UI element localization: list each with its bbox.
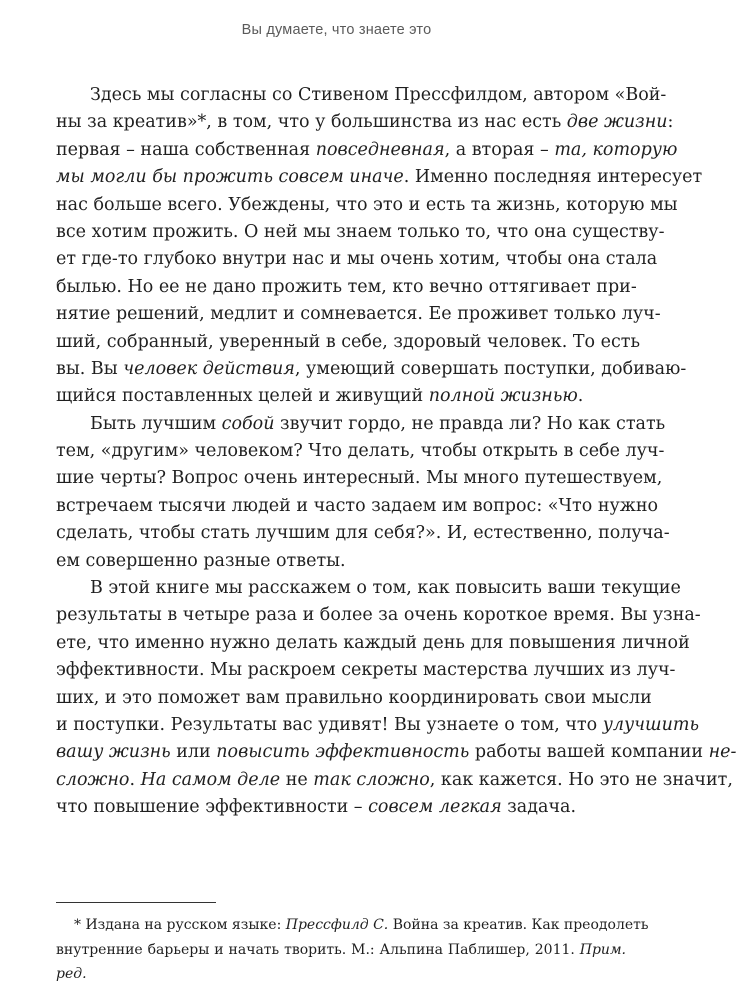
text-line: ны за креатив»*, в том, что у большинства из нас есть две жизни: bbox=[56, 112, 674, 133]
text-line: и поступки. Результаты вас удивят! Вы узнаете о том, что улучшить bbox=[56, 714, 700, 735]
text-line: ший, собранный, уверенный в себе, здоровый человек. То есть bbox=[56, 331, 641, 352]
text-line: нятие решений, медлит и сомневается. Ее проживет только луч- bbox=[56, 304, 661, 325]
text-line: ших, и это поможет вам правильно координировать свои мысли bbox=[56, 687, 652, 708]
text-line: вы. Вы человек действия, умеющий совершать поступки, добиваю- bbox=[56, 358, 687, 379]
footnote-divider bbox=[56, 902, 216, 903]
footnote bbox=[56, 913, 649, 987]
text-line: ете, что именно нужно делать каждый день для повышения личной bbox=[56, 632, 690, 653]
text-line: результаты в четыре раза и более за очень короткое время. Вы узна- bbox=[56, 605, 701, 626]
text-line: В этой книге мы расскажем о том, как повысить ваши текущие bbox=[90, 578, 681, 599]
footnote-line: внутренние барьеры и начать творить. М.: Альпина Паблишер, 2011. Прим. bbox=[56, 941, 626, 958]
text-line: что повышение эффективности – совсем легкая задача. bbox=[56, 797, 577, 818]
footnote-line: ред. bbox=[56, 966, 87, 982]
text-line: Быть лучшим собой звучит гордо, не правда ли? Но как стать bbox=[90, 413, 666, 434]
text-line: тем, «другим» человеком? Что делать, чтобы открыть в себе луч- bbox=[56, 441, 665, 462]
footnote-line: * Издана на русском языке: Прессфилд С. Война за креатив. Как преодолеть bbox=[74, 917, 649, 933]
text-line: встречаем тысячи людей и часто задаем им вопрос: «Что нужно bbox=[56, 495, 659, 516]
text-line: былью. Но ее не дано прожить тем, кто вечно оттягивает при- bbox=[56, 276, 637, 297]
text-line: вашу жизнь или повысить эффективность работы вашей компании не- bbox=[56, 742, 736, 763]
text-line: мы могли бы прожить совсем иначе. Именно последняя интересует bbox=[56, 167, 703, 188]
body-text bbox=[56, 82, 736, 822]
running-header: Вы думаете, что знаете это bbox=[241, 22, 432, 38]
text-line: Здесь мы согласны со Стивеном Прессфилдом, автором «Вой- bbox=[90, 85, 667, 105]
text-line: сделать, чтобы стать лучшим для себя?». И, естественно, получа- bbox=[56, 523, 670, 544]
text-line: ет где-то глубоко внутри нас и мы очень хотим, чтобы она стала bbox=[56, 249, 658, 270]
text-line: сложно. На самом деле не так сложно, как кажется. Но это не значит, bbox=[56, 769, 733, 790]
text-line: шие черты? Вопрос очень интересный. Мы много путешествуем, bbox=[56, 468, 663, 489]
text-line: нас больше всего. Убеждены, что это и есть та жизнь, которую мы bbox=[56, 194, 678, 215]
text-line: все хотим прожить. О ней мы знаем только то, что она существу- bbox=[56, 221, 665, 242]
text-line: ем совершенно разные ответы. bbox=[56, 550, 346, 571]
text-line: первая – наша собственная повседневная, а вторая – та, которую bbox=[56, 139, 678, 160]
text-line: эффективности. Мы раскроем секреты мастерства лучших из луч- bbox=[56, 660, 676, 681]
text-line: щийся поставленных целей и живущий полной жизнью. bbox=[56, 386, 584, 407]
